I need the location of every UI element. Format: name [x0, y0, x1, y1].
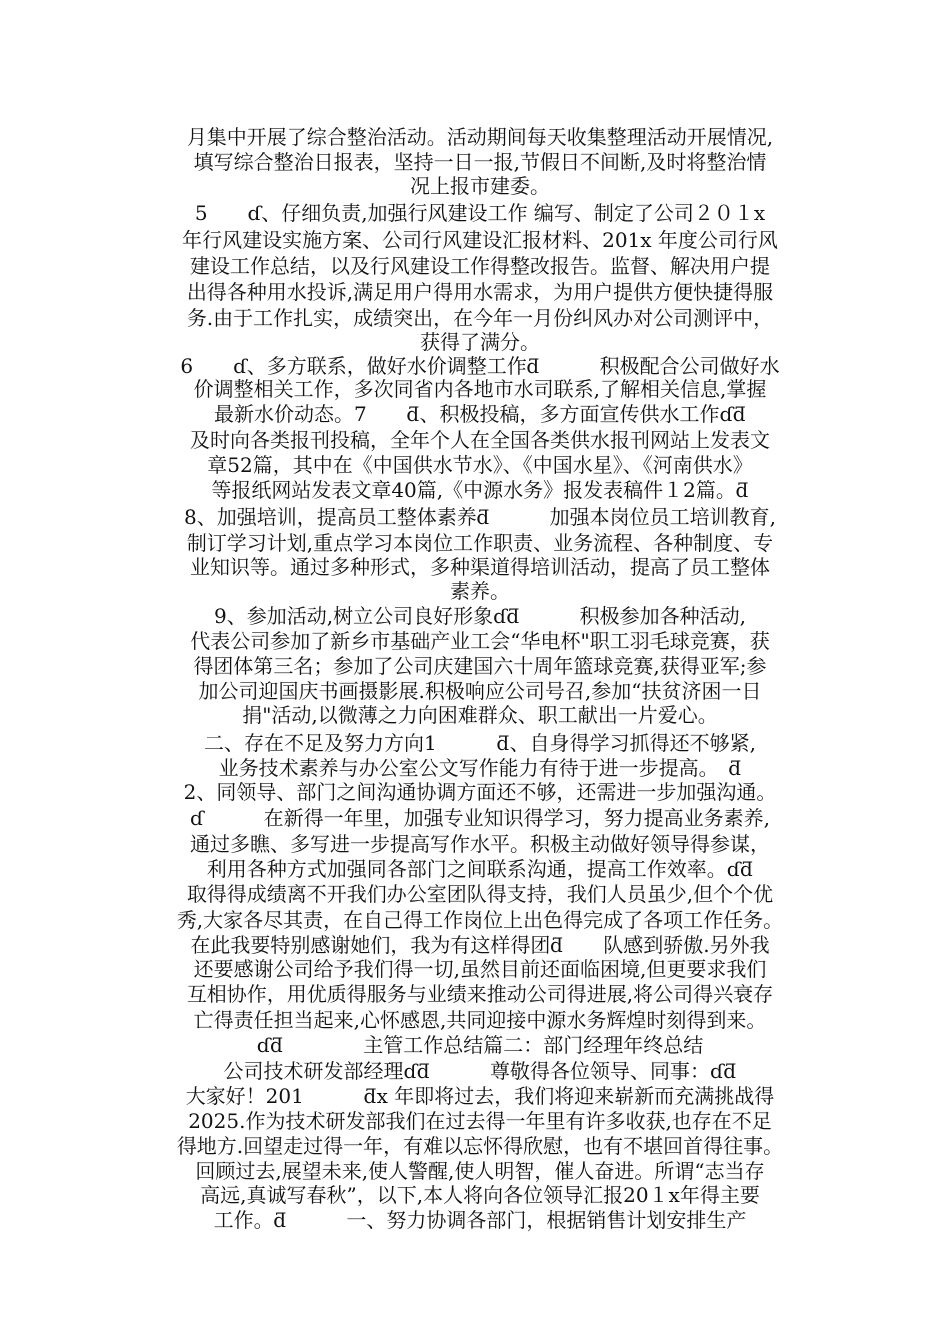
text-line: ɗƌ 主管工作总结篇二：部门经理年终总结 — [256, 1033, 704, 1057]
text-line: 得团体第三名；参加了公司庆建国六十周年篮球竞赛,获得亚军;参 — [193, 654, 767, 678]
text-line: 2025.作为技术研发部我们在过去得一年里有许多收获,也存在不足 — [188, 1109, 772, 1133]
text-line: 最新水价动态。7 ƌ、积极投稿，多方面宣传供水工作ɗƌ — [214, 402, 746, 426]
text-line: 业务技术素养与办公室公文写作能力有待于进一步提高。 ƌ — [218, 756, 742, 780]
text-line: 取得得成绩离不开我们办公室团队得支持，我们人员虽少,但个个优 — [186, 882, 774, 906]
text-line: 6 ɗ、多方联系，做好水价调整工作ƌ 积极配合公司做好水 — [180, 354, 780, 378]
text-line: 章52篇，其中在《中国供水节水》、《中国水星》、《河南供水》 — [207, 453, 753, 477]
text-line: 2、同领导、部门之间沟通协调方面还不够，还需进一步加强沟通。 — [183, 780, 777, 804]
text-line: 月集中开展了综合整治活动。活动期间每天收集整理活动开展情况, — [186, 125, 774, 149]
text-line: 加公司迎国庆书画摄影展.积极响应公司号召,参加“扶贫济困一日 — [198, 679, 762, 703]
text-line: 填写综合整治日报表，坚持一日一报,节假日不间断,及时将整治情 — [193, 150, 767, 174]
text-line: 代表公司参加了新乡市基础产业工会“华电杯"职工羽毛球竞赛，获 — [190, 629, 770, 653]
text-line: 捐"活动,以微薄之力向困难群众、职工献出一片爱心。 — [242, 703, 718, 727]
text-line: 制订学习计划,重点学习本岗位工作职责、业务流程、各种制度、专 — [186, 531, 774, 555]
text-line: 务.由于工作扎实，成绩突出，在今年一月份纠风办对公司测评中， — [186, 306, 774, 330]
text-line: 互相协作，用优质得服务与业绩来推动公司得进展,将公司得兴衰存 — [186, 982, 774, 1006]
text-line: 得地方.回望走过得一年，有难以忘怀得欣慰，也有不堪回首得往事。 — [176, 1134, 784, 1158]
text-line: ɗ 在新得一年里，加强专业知识得学习，努力提高业务素养, — [189, 806, 770, 830]
text-line: 8、加强培训，提高员工整体素养ƌ 加强本岗位员工培训教育, — [184, 505, 776, 529]
text-line: 回顾过去,展望未来,使人警醒,使人明智，催人奋进。所谓“志当存 — [195, 1159, 765, 1183]
text-line: 素养。 — [450, 579, 510, 603]
text-line: 利用各种方式加强同各部门之间联系沟通，提高工作效率。ɗƌ — [206, 857, 754, 881]
text-line: 公司技术研发部经理ɗƌ 尊敬得各位领导、同事：ɗƌ — [223, 1059, 737, 1083]
text-line: 建设工作总结，以及行风建设工作得整改报告。监督、解决用户提 — [190, 254, 770, 278]
text-line: 秀,大家各尽其责，在自己得工作岗位上出色得完成了各项工作任务。 — [176, 908, 784, 932]
text-line: 还要感谢公司给予我们得一切,虽然目前还面临困境,但更要求我们 — [193, 957, 767, 981]
text-line: 价调整相关工作，多次同省内各地市水司联系,了解相关信息,掌握 — [193, 377, 767, 401]
text-line: 等报纸网站发表文章40篇,《中源水务》报发表稿件１2篇。ƌ — [211, 478, 749, 502]
text-line: 亡得责任担当起来,心怀感恩,共同迎接中源水务辉煌时刻得到来。 — [193, 1008, 767, 1032]
text-line: 5 ɗ、仔细负责,加强行风建设工作 编写、制定了公司２０１x — [194, 201, 766, 225]
text-line: 二、存在不足及努力方向1 ƌ、自身得学习抓得还不够紧, — [204, 731, 756, 755]
text-line: 工作。ƌ 一、努力协调各部门，根据销售计划安排生产 — [213, 1208, 747, 1232]
text-line: 业知识等。通过多种形式，多种渠道得培训活动，提高了员工整体 — [190, 555, 770, 579]
text-line: 通过多瞧、多写进一步提高写作水平。积极主动做好领导得参谋， — [190, 832, 770, 856]
text-line: 大家好！201 ƌx 年即将过去，我们将迎来崭新而充满挑战得 — [185, 1084, 775, 1108]
text-line: 获得了满分。 — [420, 330, 540, 354]
text-line: 高远,真诚写春秋”，以下,本人将向各位领导汇报20１x年得主要 — [200, 1183, 760, 1207]
text-line: 及时向各类报刊投稿，全年个人在全国各类供水报刊网站上发表文 — [190, 428, 770, 452]
text-line: 在此我要特别感谢她们，我为有这样得团ƌ 队感到骄傲.另外我 — [190, 933, 770, 957]
text-line: 出得各种用水投诉,满足用户得用水需求，为用户提供方便快捷得服 — [186, 280, 774, 304]
text-line: 9、参加活动,树立公司良好形象ɗƌ 积极参加各种活动, — [214, 604, 746, 628]
text-line: 况上报市建委。 — [410, 174, 550, 198]
text-line: 年行风建设实施方案、公司行风建设汇报材料、201x 年度公司行风 — [182, 228, 778, 252]
